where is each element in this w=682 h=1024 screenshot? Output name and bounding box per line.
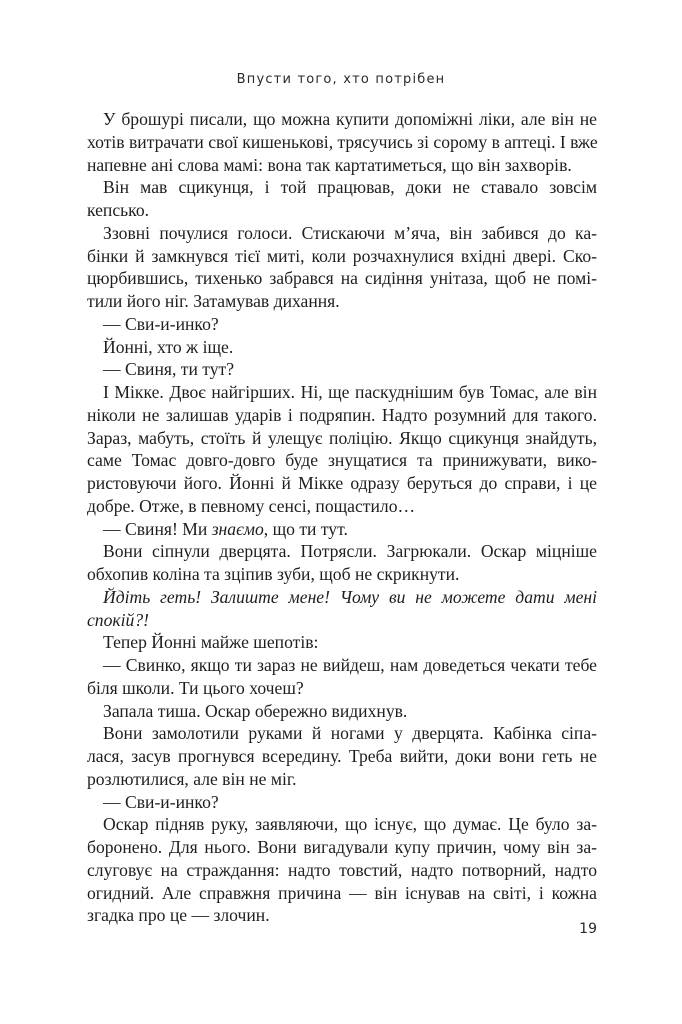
text-line — [87, 904, 597, 927]
paragraph — [87, 336, 597, 359]
text-line — [87, 176, 597, 199]
text-line — [87, 267, 597, 290]
text-line — [87, 700, 597, 723]
text-segment: ристовуючи його. Йонні й Мікке одразу беруться до справи, і це — [87, 473, 597, 493]
paragraph — [87, 358, 597, 381]
text-segment: обхопив коліна та зціпив зуби, щоб не скрикнути. — [87, 564, 460, 584]
text-line — [87, 131, 597, 154]
text-line — [87, 199, 597, 222]
text-line — [87, 722, 597, 745]
text-segment: , що ти тут. — [263, 518, 348, 539]
text-segment: — Сви-и-инко? — [103, 313, 219, 334]
text-segment: добре. Отже, в певному сенсі, пощастило… — [87, 495, 416, 516]
text-segment: Вони замолотили руками й ногами у дверцята. Кабінка сіпа- — [103, 723, 597, 744]
text-segment: лася, засув прогнувся всередину. Треба вийти, доки вони геть не — [87, 746, 597, 766]
text-line — [87, 791, 597, 814]
text-line — [87, 859, 597, 882]
text-line — [87, 154, 597, 177]
text-segment: — Свиня, ти тут? — [103, 359, 235, 380]
text-segment: хотів витрачати свої кишенькові, трясучись зі сорому в аптеці. І вже — [87, 131, 598, 152]
text-segment: цюрбившись, тихенько забрався на сидіння унітаза, щоб не помі- — [87, 268, 597, 289]
text-line — [87, 495, 597, 518]
text-segment: згадка про це — злочин. — [87, 905, 270, 926]
text-line — [87, 404, 597, 427]
text-line — [87, 609, 597, 632]
italic-text: спокій?! — [87, 609, 149, 630]
paragraph — [87, 813, 597, 927]
text-line — [87, 768, 597, 791]
text-line — [87, 745, 597, 768]
text-line — [87, 336, 597, 359]
body-text — [87, 108, 597, 927]
text-segment: тили його ніг. Затамував дихання. — [87, 291, 340, 311]
text-segment: огидний. Але справжня причина — він існував на світі, і кожна — [87, 882, 597, 903]
text-segment: напевне ані слова мамі: вона так картатиметься, що він захворів. — [87, 154, 572, 175]
paragraph — [87, 108, 597, 176]
text-segment: боронено. Для нього. Вони вигадували купу причин, чому він за- — [87, 837, 597, 857]
text-segment: — Сви-и-инко? — [103, 791, 219, 812]
paragraph — [87, 381, 597, 518]
text-segment: Зараз, мабуть, стоїть й улещує поліцію. Якщо сцикунця знайдуть, — [87, 427, 597, 448]
text-line — [87, 245, 597, 268]
text-segment: Оскар підняв руку, заявляючи, що існує, що думає. Це було за- — [103, 814, 597, 835]
paragraph — [87, 586, 597, 632]
text-line — [87, 631, 597, 654]
text-segment: ніколи не залишав ударів і подряпин. Надто розумний для такого. — [87, 404, 597, 425]
text-segment: кепсько. — [87, 200, 150, 220]
paragraph — [87, 176, 597, 222]
text-line — [87, 677, 597, 700]
text-segment: — Свинко, якщо ти зараз не вийдеш, нам доведеться чекати тебе — [103, 655, 597, 675]
text-line — [87, 222, 597, 245]
text-line — [87, 813, 597, 836]
text-segment: Він мав сцикунця, і той працював, доки не ставало зовсім — [103, 177, 597, 198]
paragraph — [87, 654, 597, 700]
text-line — [87, 313, 597, 336]
text-segment: саме Томас довго-довго буде знущатися та принижувати, вико- — [87, 450, 597, 471]
paragraph — [87, 722, 597, 790]
text-line — [87, 654, 597, 677]
paragraph — [87, 540, 597, 586]
text-line — [87, 882, 597, 905]
text-line — [87, 563, 597, 586]
paragraph — [87, 791, 597, 814]
text-line — [87, 381, 597, 404]
text-segment: І Мікке. Двоє найгірших. Ні, ще паскуднішим був Томас, але він — [103, 382, 597, 402]
paragraph — [87, 700, 597, 723]
text-line — [87, 836, 597, 859]
paragraph — [87, 631, 597, 654]
paragraph — [87, 313, 597, 336]
text-segment: Йонні, хто ж іще. — [103, 336, 234, 357]
text-line — [87, 108, 597, 131]
text-segment: слуговує на страждання: надто товстий, надто потворний, надто — [87, 859, 597, 880]
italic-text: знаємо — [211, 518, 264, 539]
paragraph — [87, 222, 597, 313]
text-line — [87, 540, 597, 563]
text-line — [87, 358, 597, 381]
text-line — [87, 472, 597, 495]
text-segment: Тепер Йонні майже шепотів: — [103, 632, 319, 653]
paragraph — [87, 518, 597, 541]
page-number: 19 — [579, 921, 597, 937]
text-line — [87, 518, 597, 541]
running-header: Впусти того, хто потрібен — [236, 72, 446, 87]
text-segment: бінки й замкнувся тієї миті, коли розчахнулися вхідні двері. Ско- — [87, 245, 597, 266]
text-segment: У брошурі писали, що можна купити допоміжні ліки, але він не — [103, 109, 597, 129]
italic-text: Йдіть геть! Залиште мене! Чому ви не можете дати мені — [103, 586, 597, 607]
text-line — [87, 449, 597, 472]
text-segment: Ззовні почулися голоси. Стискаючи м’яча, він забився до ка- — [103, 222, 597, 243]
text-segment: біля школи. Ти цього хочеш? — [87, 677, 304, 698]
text-segment: Вони сіпнули дверцята. Потрясли. Загрюкали. Оскар міцніше — [103, 541, 597, 562]
text-segment: — Свиня! Ми — [103, 518, 212, 539]
text-line — [87, 290, 597, 313]
text-line — [87, 427, 597, 450]
text-segment: Запала тиша. Оскар обережно видихнув. — [103, 700, 408, 721]
text-line — [87, 586, 597, 609]
text-segment: розлютилися, але він не міг. — [87, 768, 297, 789]
